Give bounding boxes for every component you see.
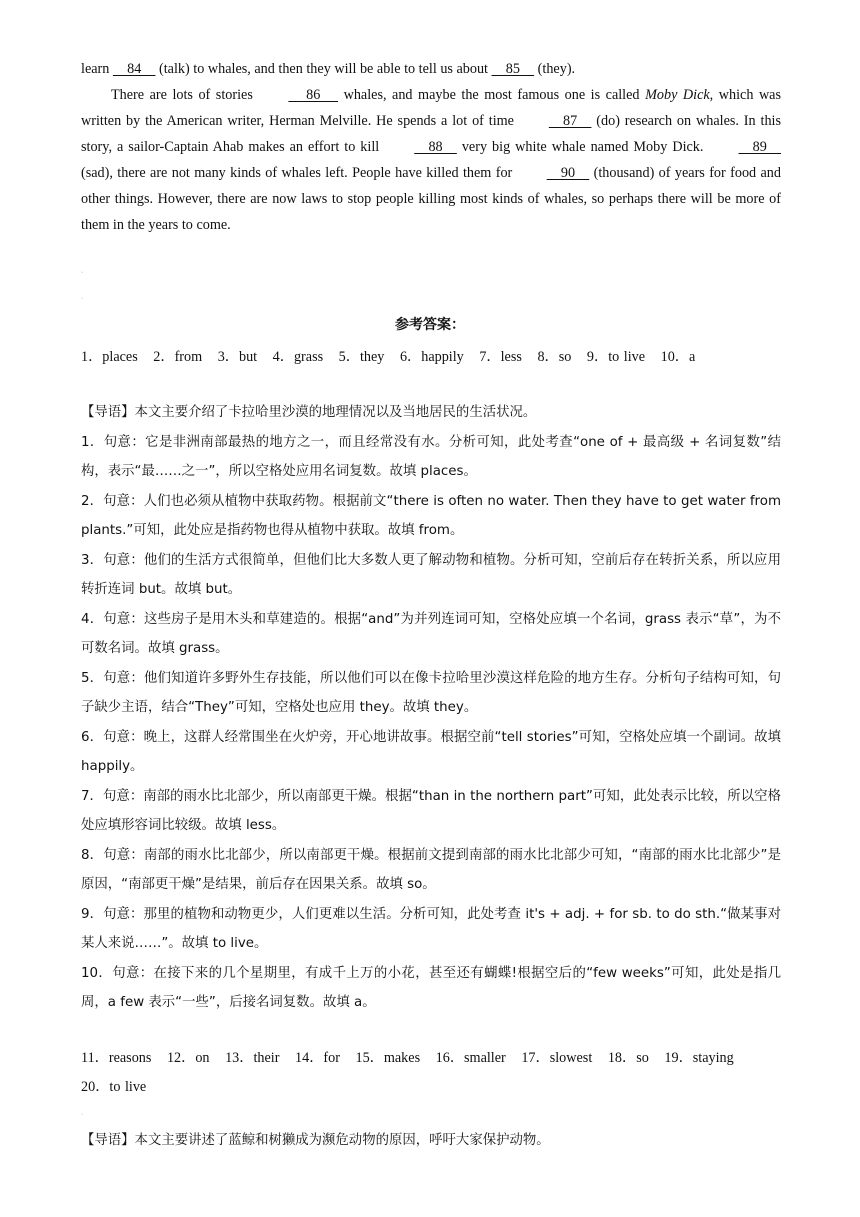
explanation-section xyxy=(81,398,781,1018)
answer-item: 12．on xyxy=(166,1050,210,1066)
answers-1-10 xyxy=(81,344,781,370)
text: There are lots of stories xyxy=(111,87,253,103)
answer-item: 4．grass xyxy=(272,349,324,365)
explanation-6: 6．句意：晚上，这群人经常围坐在火炉旁，开心地讲故事。根据空前“tell stories”可知，空格处应填一个副词。故填 happily。 xyxy=(81,729,781,774)
blank-90: 90 xyxy=(546,165,590,181)
answer-item: 5．they xyxy=(338,349,385,365)
answer-item: 13．their xyxy=(225,1050,280,1066)
book-title: Moby Dick xyxy=(645,87,710,103)
blank-87: 87 xyxy=(548,113,592,129)
answer-item: 2．from xyxy=(153,349,203,365)
explanation-8: 8．句意：南部的雨水比北部少，所以南部更干燥。根据前文提到南部的雨水比北部少可知，“南部的雨水比北部少”是原因，“南部更干燥”是结果，前后存在因果关系。故填 so。 xyxy=(81,847,781,892)
text: (thousand) of years for food and other things. However, there are now laws to stop people killing most kinds of whales, so perhaps there will be more of them in the years to come. xyxy=(81,165,781,233)
explanation-2: 2．句意：人们也必须从植物中获取药物。根据前文“there is often no water. Then they have to get water from plants.”可知，此处应是指药物也得从植物中获取。故填 from。 xyxy=(81,493,781,538)
text: (talk) to whales, and then they will be able to tell us about xyxy=(159,61,489,77)
text: (do) research on whales. In this story, a sailor-Captain Ahab makes an effort to kill xyxy=(81,113,782,155)
answer-item: 20．to live xyxy=(81,1079,147,1095)
intro-guide-2: 【导语】本文主要讲述了蓝鲸和树獭成为濒危动物的原因，呼吁大家保护动物。 xyxy=(81,1133,550,1148)
passage-paragraph-2 xyxy=(81,82,781,238)
explanation-10: 10．句意：在接下来的几个星期里，有成千上万的小花，甚至还有蝴蝶!根据空后的“few weeks”可知，此处是指几周，a few 表示“一些”，后接名词复数。故填 a。 xyxy=(81,965,781,1010)
text: learn xyxy=(81,61,110,77)
answer-item: 16．smaller xyxy=(435,1050,506,1066)
marker-dot: · xyxy=(81,270,83,276)
answer-item: 15．makes xyxy=(355,1050,421,1066)
answer-item: 10．a xyxy=(660,349,696,365)
answer-item: 11．reasons xyxy=(81,1050,152,1066)
text: (they). xyxy=(537,61,576,77)
answer-item: 18．so xyxy=(607,1050,649,1066)
blank-86: 86 xyxy=(288,87,339,103)
answer-item: 8．so xyxy=(537,349,572,365)
intro-guide-1: 【导语】本文主要介绍了卡拉哈里沙漠的地理情况以及当地居民的生活状况。 xyxy=(81,405,537,420)
answer-item: 19．staying xyxy=(664,1050,734,1066)
marker-dot: · xyxy=(81,1112,83,1118)
text: very big white whale named Moby Dick. xyxy=(461,139,704,155)
blank-84: 84 xyxy=(112,61,156,77)
answers-11-20 xyxy=(81,1044,781,1102)
answer-item: 17．slowest xyxy=(521,1050,593,1066)
explanation-3: 3．句意：他们的生活方式很简单，但他们比大多数人更了解动物和植物。分析可知，空前后存在转折关系，所以应用转折连词 but。故填 but。 xyxy=(81,552,781,597)
answer-item: 14．for xyxy=(295,1050,340,1066)
answer-item: 6．happily xyxy=(399,349,464,365)
blank-89: 89 xyxy=(738,139,782,155)
explanation-9: 9．句意：那里的植物和动物更少，人们更难以生活。分析可知，此处考查 it's + adj. + for sb. to do sth.“做某事对某人来说……”。故填 to live。 xyxy=(81,906,781,951)
answer-item: 1．places xyxy=(81,349,138,365)
passage xyxy=(81,56,781,238)
marker-dot: · xyxy=(81,296,83,302)
answer-heading: 参考答案： xyxy=(395,317,465,333)
passage-line-1 xyxy=(81,56,781,82)
answer-item: 9．to live xyxy=(586,349,646,365)
explanation-1: 1．句意：它是非洲南部最热的地方之一，而且经常没有水。分析可知，此处考查“one of + 最高级 + 名词复数”结构，表示“最……之一”，所以空格处应用名词复数。故填 places。 xyxy=(81,434,781,479)
explanation-4: 4．句意：这些房子是用木头和草建造的。根据“and”为并列连词可知，空格处应填一个名词，grass 表示“草”，为不可数名词。故填 grass。 xyxy=(81,611,781,656)
blank-88: 88 xyxy=(414,139,457,155)
text: (sad), there are not many kinds of whales left. People have killed them for xyxy=(81,165,513,181)
intro-guide-2-block xyxy=(81,1126,781,1156)
text: whales, and maybe the most famous one is called xyxy=(343,87,640,103)
answer-item: 7．less xyxy=(479,349,522,365)
blank-85: 85 xyxy=(491,61,535,77)
explanation-7: 7．句意：南部的雨水比北部少，所以南部更干燥。根据“than in the northern part”可知，此处表示比较，所以空格处应填形容词比较级。故填 less。 xyxy=(81,788,781,833)
explanation-5: 5．句意：他们知道许多野外生存技能，所以他们可以在像卡拉哈里沙漠这样危险的地方生存。分析句子结构可知，句子缺少主语，结合“They”可知，空格处也应用 they。故填 they。 xyxy=(81,670,781,715)
answer-item: 3．but xyxy=(217,349,258,365)
text: , which was written by the American writer, Herman Melville. He spends a lot of time xyxy=(81,87,782,129)
